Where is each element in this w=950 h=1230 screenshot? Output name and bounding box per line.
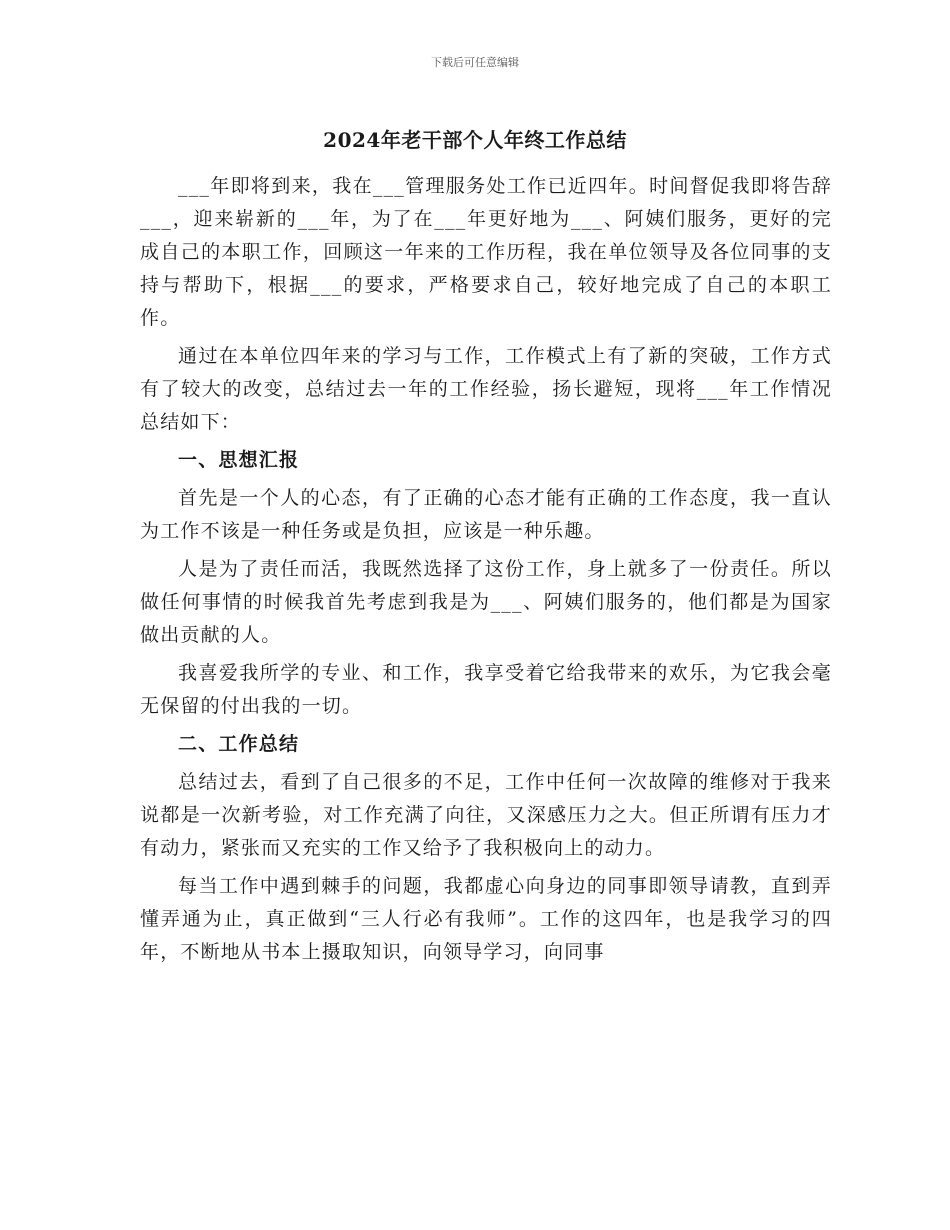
paragraph: 人是为了责任而活，我既然选择了这份工作，身上就多了一份责任。所以做任何事情的时候我首先考虑到我是为___、阿姨们服务的，他们都是为国家做出贡献的人。 (140, 558, 832, 646)
paragraph: 我喜爱我所学的专业、和工作，我享受着它给我带来的欢乐，为它我会毫无保留的付出我的一切。 (140, 662, 832, 717)
paragraph: ___年即将到来，我在___管理服务处工作已近四年。时间督促我即将告辞___，迎来崭新的___年，为了在___年更好地为___、阿姨们服务，更好的完成自己的本职工作，回顾这一年来的工作历程，我在单位领导及各位同事的支持与帮助下，根据___的要求，严格要求自己，较好地完成了自己的本职工作。 (140, 175, 832, 329)
document-body (140, 170, 832, 974)
paragraph: 总结过去，看到了自己很多的不足，工作中任何一次故障的维修对于我来说都是一次新考验，对工作充满了向往，又深感压力之大。但正所谓有压力才有动力，紧张而又充实的工作又给予了我积极向上的动力。 (140, 771, 832, 859)
section-heading: 二、工作总结 (178, 733, 300, 755)
paragraph: 首先是一个人的心态，有了正确的心态才能有正确的工作态度，我一直认为工作不该是一种任务或是负担，应该是一种乐趣。 (140, 487, 832, 542)
paragraph: 通过在本单位四年来的学习与工作，工作模式上有了新的突破，工作方式有了较大的改变，总结过去一年的工作经验，扬长避短，现将___年工作情况总结如下： (140, 345, 832, 433)
header-note: 下载后可任意编辑 (431, 56, 519, 69)
section-heading: 一、思想汇报 (178, 449, 300, 471)
paragraph: 每当工作中遇到棘手的问题，我都虚心向身边的同事即领导请教，直到弄懂弄通为止，真正做到“三人行必有我师”。工作的这四年，也是我学习的四年，不断地从书本上摄取知识，向领导学习，向同事 (140, 875, 832, 963)
document-title: 2024年老干部个人年终工作总结 (323, 128, 627, 152)
